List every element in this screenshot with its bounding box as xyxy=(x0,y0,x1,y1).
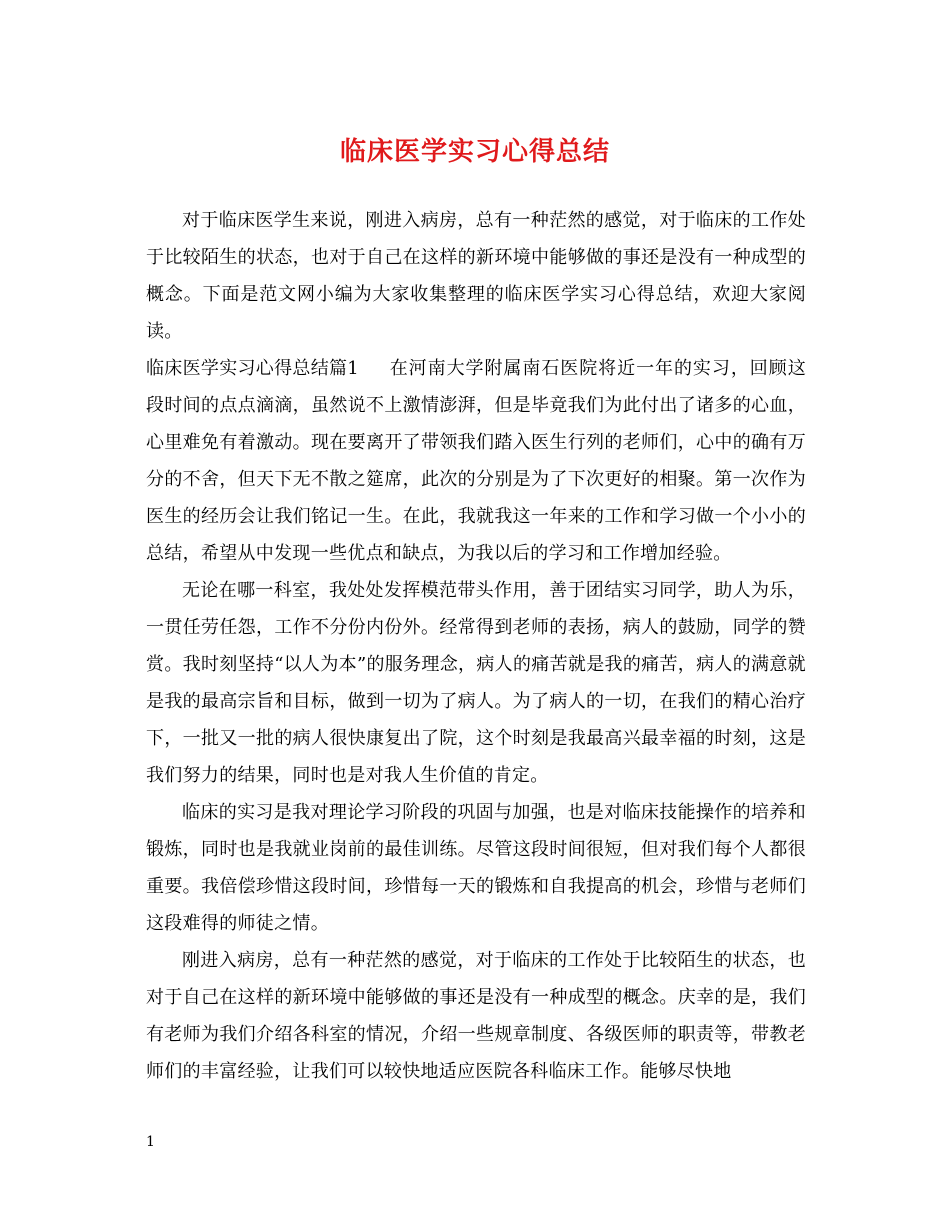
intro-paragraph: 对于临床医学生来说，刚进入病房，总有一种茫然的感觉，对于临床的工作处于比较陌生的状态，也对于自己在这样的新环境中能够做的事还是没有一种成型的概念。下面是范文网小编为大家收集整理的临床医学实习心得总结，欢迎大家阅读。 xyxy=(146,210,806,342)
paragraph-3: 临床的实习是我对理论学习阶段的巩固与加强，也是对临床技能操作的培养和锻炼，同时也是我就业岗前的最佳训练。尽管这段时间很短，但对我们每个人都很重要。我倍偿珍惜这段时间，珍惜每一天的锻炼和自我提高的机会，珍惜与老师们这段难得的师徒之情。 xyxy=(146,802,806,934)
document-body xyxy=(146,202,806,1090)
section-1-paragraph xyxy=(146,350,806,572)
section-1-heading: 临床医学实习心得总结篇1 xyxy=(146,358,360,379)
document-title: 临床医学实习心得总结 xyxy=(339,137,610,167)
section-1-text: 在河南大学附属南石医院将近一年的实习，回顾这段时间的点点滴滴，虽然说不上激情澎湃，但是毕竟我们为此付出了诸多的心血，心里难免有着激动。现在要离开了带领我们踏入医生行列的老师们，心中的确有万分的不舍，但天下无不散之筵席，此次的分别是为了下次更好的相聚。第一次作为医生的经历会让我们铭记一生。在此，我就我这一年来的工作和学习做一个小小的总结，希望从中发现一些优点和缺点，为我以后的学习和工作增加经验。 xyxy=(146,358,806,564)
paragraph-2: 无论在哪一科室，我处处发挥模范带头作用，善于团结实习同学，助人为乐，一贯任劳任怨，工作不分份内份外。经常得到老师的表扬，病人的鼓励，同学的赞赏。我时刻坚持“以人为本”的服务理念，病人的痛苦就是我的痛苦，病人的满意就是我的最高宗旨和目标，做到一切为了病人。为了病人的一切，在我们的精心治疗下，一批又一批的病人很快康复出了院，这个时刻是我最高兴最幸福的时刻，这是我们努力的结果，同时也是对我人生价值的肯定。 xyxy=(146,580,806,786)
page-number: 1 xyxy=(146,1134,155,1150)
paragraph-4: 刚进入病房，总有一种茫然的感觉，对于临床的工作处于比较陌生的状态，也对于自己在这样的新环境中能够做的事还是没有一种成型的概念。庆幸的是，我们有老师为我们介绍各科室的情况，介绍一些规章制度、各级医师的职责等，带教老师们的丰富经验，让我们可以较快地适应医院各科临床工作。能够尽快地 xyxy=(146,950,806,1082)
